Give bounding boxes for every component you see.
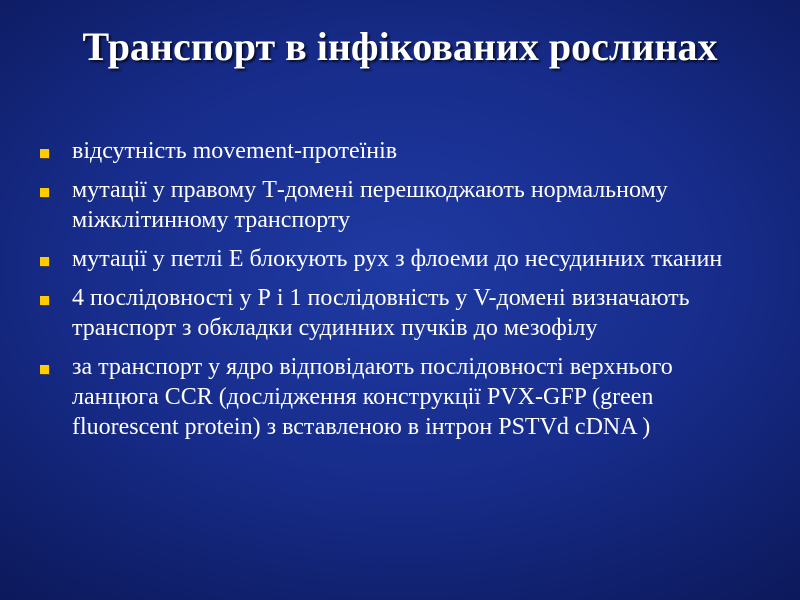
square-bullet-icon (40, 365, 49, 374)
bullet-item (36, 244, 756, 274)
bullet-text: відсутність movement-протеїнів (72, 138, 398, 164)
square-bullet-icon (40, 188, 49, 197)
bullet-item (36, 352, 756, 442)
bullet-text: 4 послідовності у Р і 1 послідовність у V-домені визначають транспорт з обкладки судинних пучків до мезофілу (72, 285, 690, 341)
bullet-list (36, 136, 756, 451)
square-bullet-icon (40, 257, 49, 266)
square-bullet-icon (40, 296, 49, 305)
bullet-item (36, 136, 756, 166)
bullet-item (36, 175, 756, 235)
bullet-text: мутації у правому Т-домені перешкоджають нормальному міжклітинному транспорту (72, 177, 668, 233)
bullet-item (36, 283, 756, 343)
slide-title: Транспорт в інфікованих рослинах (82, 24, 718, 69)
bullet-text: мутації у петлі Е блокують рух з флоеми до несудинних тканин (72, 246, 723, 272)
bullet-text: за транспорт у ядро відповідають послідовності верхнього ланцюга CCR (дослідження конструкції PVX-GFP (green fluorescent protein) з вставленою в інтрон PSTVd cDNA ) (72, 354, 673, 440)
square-bullet-icon (40, 149, 49, 158)
